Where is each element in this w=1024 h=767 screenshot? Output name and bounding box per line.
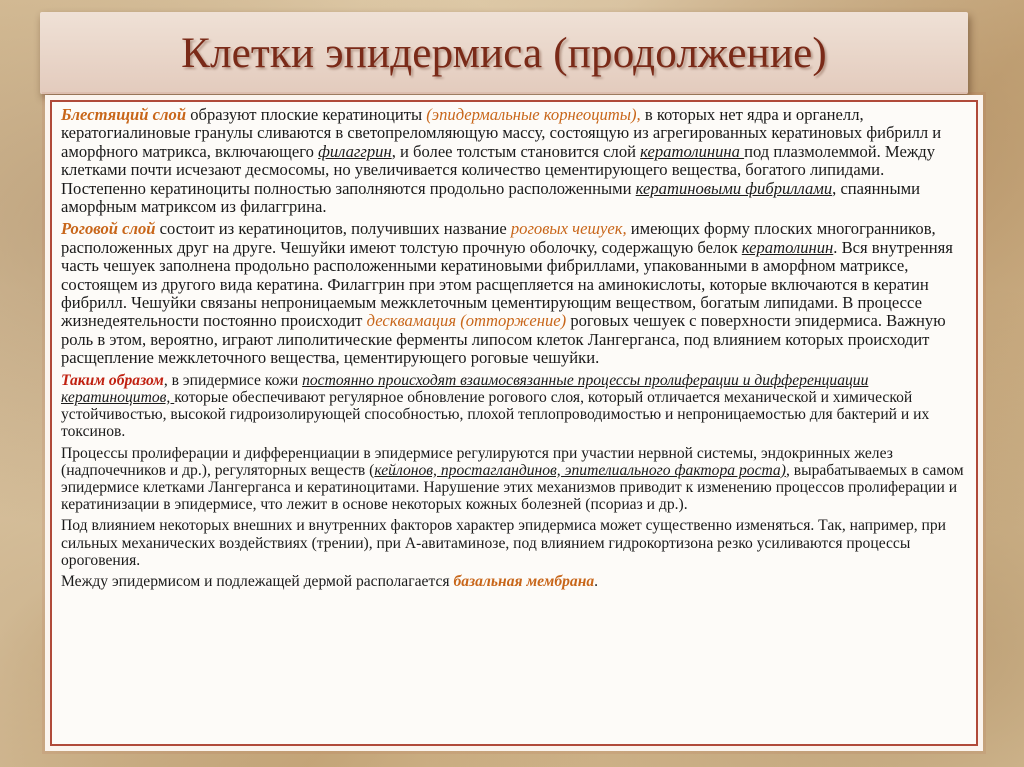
paragraph-basal-membrane (61, 573, 967, 590)
page-title: Клетки эпидермиса (продолжение) (181, 29, 827, 77)
title-bar (40, 12, 968, 94)
text: под плазмолеммой. Между клетками почти исчезают десмосомы, но увеличивается количество цементирующего вещества, богатого липидами. Постепенно кератиноциты полностью заполняются продольно расположенными (61, 141, 936, 198)
text: которые обеспечивают регулярное обновление рогового слоя, который отличается механической и химической устойчивостью, высокой гидроизолирующей способностью, плохой теплопроводимостью и непроницаемостью для бактерий и их токсинов. (61, 388, 930, 441)
underlined-term: кератолинин (741, 237, 834, 257)
term-basal-membrane: базальная мембрана (453, 572, 595, 590)
text: , и более толстым становится слой (391, 141, 641, 161)
paragraph-stratum-corneum (61, 220, 967, 367)
text: Под влиянием некоторых внешних и внутренних факторов характер эпидермиса может существенно изменяться. Так, например, при сильных механических воздействиях (трении), при А-авитаминозе, под влиянием гидрокортизона резко усиливаются процессы ороговения. (61, 517, 947, 569)
text: . (594, 572, 599, 590)
content-box (50, 100, 978, 746)
paragraph-regulation (61, 445, 967, 514)
aside-text: роговых чешуек, (510, 219, 627, 239)
underlined-term: кератолинина (640, 141, 745, 161)
term-summary: Таким образом (61, 371, 164, 389)
text: Процессы пролиферации и дифференциации в эпидермисе регулируются при участии нервной системы, эндокринных желез (надпочечников и др.), регуляторных веществ ( (61, 444, 893, 479)
underlined-term: филаггрин (318, 141, 392, 161)
text: образуют плоские кератиноциты (186, 105, 427, 124)
text: в которых нет ядра и органелл, кератогиалиновые гранулы сливаются в светопреломляющую массу, состоящую из агрегированных кератиновых фибрилл и аморфного матрикса, включающего (61, 105, 942, 161)
aside-text: (эпидермальные корнеоциты), (426, 105, 641, 124)
text: имеющих форму плоских многогранников, расположенных друг на друге. Чешуйки имеют толстую прочную оболочку, содержащую белок (61, 219, 936, 257)
text: Между эпидермисом и подлежащей дермой располагается (61, 572, 454, 590)
text: , в эпидермисе кожи (163, 371, 303, 389)
term-stratum-lucidum: Блестящий слой (61, 105, 187, 124)
text: , вырабатываемых в самом эпидермисе клетками Лангерганса и кератиноцитами. Нарушение этих механизмов приводит к изменению процессов пролиферации и кератинизации в эпидермисе, что лежит в основе некоторых кожных болезней (псориаз и др.). (61, 461, 964, 514)
paragraph-summary (61, 372, 967, 441)
paragraph-factors (61, 517, 967, 569)
underlined-term: постоянно происходят взаимосвязанные процессы пролиферации и дифференциации кератиноцитов, (61, 371, 869, 406)
text: роговых чешуек с поверхности эпидермиса. Важную роль в этом, вероятно, играют липолитические ферменты липосом клеток Лангерганса, под влиянием которых происходит расщепление межклеточного вещества, цементирующего роговые чешуйки. (61, 311, 946, 368)
aside-text: десквамация (отторжение) (366, 311, 567, 331)
text: , спаянными аморфным матриксом из филаггрина. (61, 178, 920, 217)
text: состоит из кератиноцитов, получивших название (155, 219, 511, 239)
underlined-term: кейлонов, простагландинов, эпителиального фактора роста) (374, 461, 786, 479)
paragraph-stratum-lucidum (61, 106, 967, 216)
term-stratum-corneum: Роговой слой (61, 219, 156, 239)
underlined-term: кератиновыми фибриллами (635, 178, 833, 198)
text-body (61, 106, 967, 740)
text: . Вся внутренняя часть чешуек заполнена продольно расположенными кератиновыми фибриллами, упакованными в аморфном матриксе, состоящем из другого вида кератина. Филаггрин при этом расщепляется на аминокислоты, которые включаются в кератин фибрилл. Чешуйки связаны непроницаемым межклеточным цементирующим веществом, богатым липидами. В процессе жизнедеятельности постоянно происходит (61, 237, 953, 331)
